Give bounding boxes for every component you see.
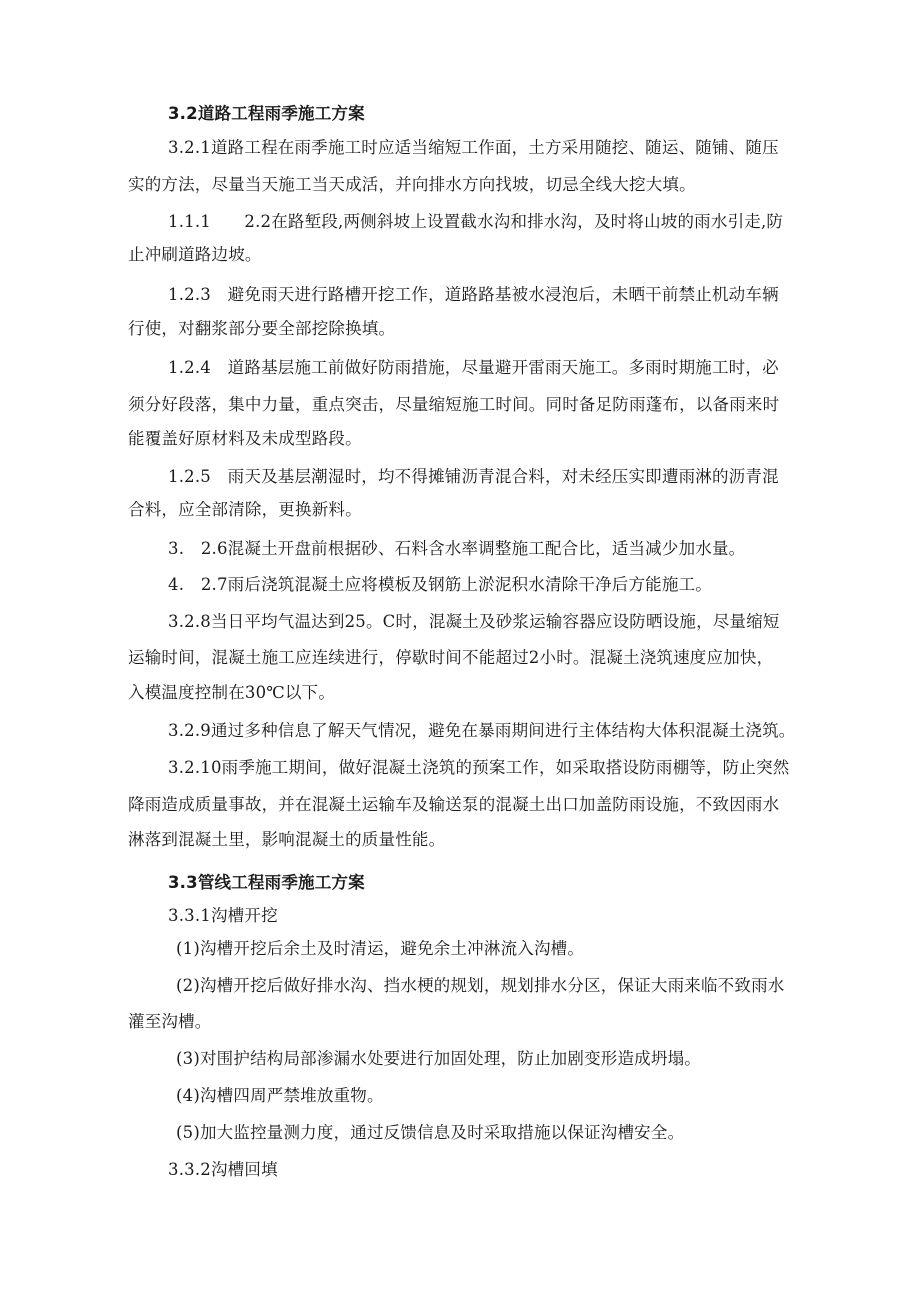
- paragraph-line: 运输时间，混凝土施工应连续进行，停歇时间不能超过2小时。混凝土浇筑速度应加快，: [128, 648, 774, 667]
- paragraph-line: 淋落到混凝土里，影响混凝土的质量性能。: [128, 830, 446, 849]
- paragraph-line: 1.2.5 雨天及基层潮湿时，均不得摊铺沥青混合料，对未经压实即遭雨淋的沥青混: [168, 467, 779, 486]
- paragraph-line: 3.2.8当日平均气温达到25。C时，混凝土及砂浆运输容器应设防晒设施，尽量缩短: [168, 612, 780, 631]
- list-item: (1)沟槽开挖后余土及时清运，避免余土冲淋流入沟槽。: [176, 939, 585, 958]
- paragraph-line: 入模温度控制在30℃以下。: [128, 683, 336, 702]
- list-item: (3)对围护结构局部渗漏水处要进行加固处理，防止加剧变形造成坍塌。: [176, 1049, 701, 1068]
- section-heading-3-2: 3.2道路工程雨季施工方案: [168, 104, 365, 123]
- paragraph-line: 3. 2.6混凝土开盘前根据砂、石料含水率调整施工配合比，适当减少加水量。: [168, 539, 746, 558]
- subsection-heading: 3.3.2沟槽回填: [168, 1160, 278, 1179]
- subsection-heading: 3.3.1沟槽开挖: [168, 906, 278, 925]
- paragraph-line: 须分好段落，集中力量，重点突击，尽量缩短施工时间。同时备足防雨蓬布，以备雨来时: [128, 395, 780, 414]
- list-item: (2)沟槽开挖后做好排水沟、挡水梗的规划，规划排水分区，保证大雨来临不致雨水: [176, 976, 785, 995]
- list-item: (5)加大监控量测力度，通过反馈信息及时采取措施以保证沟槽安全。: [176, 1123, 685, 1142]
- paragraph-line: 4. 2.7雨后浇筑混凝土应将模板及钢筋上淤泥积水清除干净后方能施工。: [168, 575, 712, 594]
- paragraph-line: 3.2.1道路工程在雨季施工时应适当缩短工作面，土方采用随挖、随运、随铺、随压: [168, 138, 779, 157]
- paragraph-line: 降雨造成质量事故，并在混凝土运输车及输送泵的混凝土出口加盖防雨设施，不致因雨水: [128, 795, 780, 814]
- paragraph-line: 能覆盖好原材料及未成型路段。: [128, 429, 362, 448]
- paragraph-line: 3.2.10雨季施工期间，做好混凝土浇筑的预案工作，如采取搭设防雨棚等，防止突然: [168, 758, 790, 777]
- paragraph-line: 3.2.9通过多种信息了解天气情况，避免在暴雨期间进行主体结构大体积混凝土浇筑。: [168, 721, 796, 740]
- paragraph-line: 行使，对翻浆部分要全部挖除换填。: [128, 319, 396, 338]
- list-item: (4)沟槽四周严禁堆放重物。: [176, 1086, 384, 1105]
- paragraph-line: 合料，应全部清除，更换新料。: [128, 500, 362, 519]
- paragraph-line: 1.2.4 道路基层施工前做好防雨措施，尽量避开雷雨天施工。多雨时期施工时，必: [168, 358, 779, 377]
- paragraph-line: 止冲刷道路边坡。: [128, 245, 262, 264]
- paragraph-line: 实的方法，尽量当天施工当天成活，并向排水方向找坡，切忌全线大挖大填。: [128, 175, 696, 194]
- list-item-continuation: 灌至沟槽。: [128, 1012, 212, 1031]
- paragraph-line: 1.2.3 避免雨天进行路槽开挖工作，道路路基被水浸泡后，未晒干前禁止机动车辆: [168, 285, 779, 304]
- section-heading-3-3: 3.3管线工程雨季施工方案: [168, 873, 365, 892]
- paragraph-line: 1.1.1 2.2在路堑段,两侧斜坡上设置截水沟和排水沟，及时将山坡的雨水引走,防: [168, 212, 784, 231]
